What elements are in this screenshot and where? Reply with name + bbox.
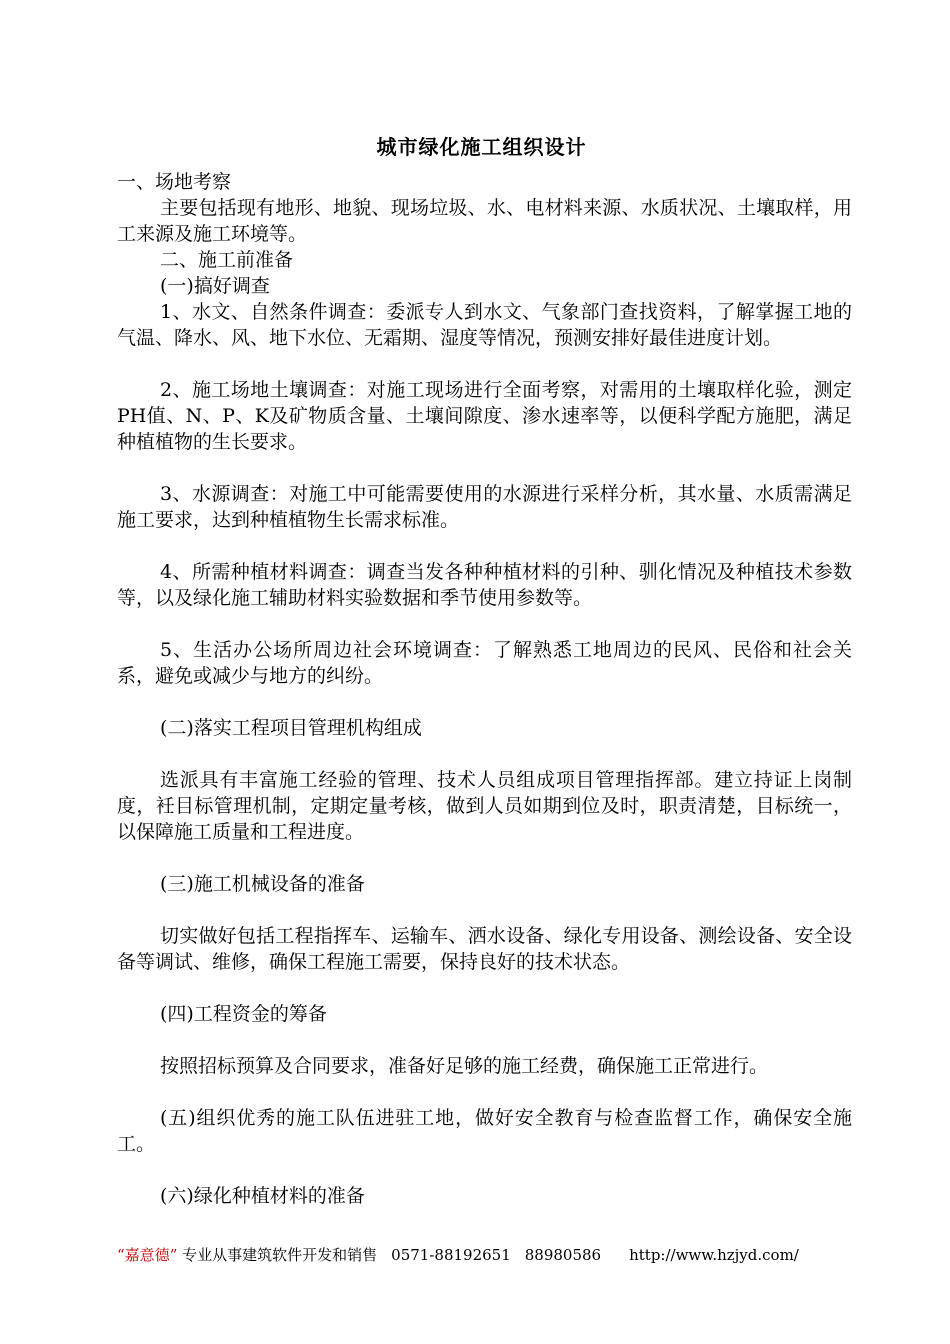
footer-quote-open: “ <box>117 1246 125 1264</box>
footer-slogan: 专业从事建筑软件开发和销售 <box>182 1246 378 1264</box>
footer-brand: 嘉意德 <box>124 1246 170 1264</box>
paragraph: 4、所需种植材料调查：调查当发各种种植材料的引种、驯化情况及种植技术参数等，以及绿化施工辅助材料实验数据和季节使用参数等。 <box>117 561 852 609</box>
paragraph: 3、水源调查：对施工中可能需要使用的水源进行采样分析，其水量、水质需满足施工要求，达到种植植物生长需求标准。 <box>117 483 852 531</box>
paragraph: 1、水文、自然条件调查：委派专人到水文、气象部门查找资料，了解掌握工地的气温、降水、风、地下水位、无霜期、湿度等情况，预测安排好最佳进度计划。 <box>117 301 852 349</box>
paragraph: 2、施工场地土壤调查：对施工现场进行全面考察，对需用的土壤取样化验，测定PH值、N、P、K及矿物质含量、土壤间隙度、渗水速率等，以便科学配方施肥，满足种植植物的生长要求。 <box>117 379 852 453</box>
paragraph: 按照招标预算及合同要求，准备好足够的施工经费，确保施工正常进行。 <box>160 1055 769 1077</box>
subsection-heading: (四)工程资金的筹备 <box>160 1003 327 1025</box>
subsection-heading: (二)落实工程项目管理机构组成 <box>160 717 422 739</box>
paragraph: 5、生活办公场所周边社会环境调查：了解熟悉工地周边的民风、民俗和社会关系，避免或减少与地方的纠纷。 <box>117 639 852 687</box>
paragraph: 主要包括现有地形、地貌、现场垃圾、水、电材料来源、水质状况、土壤取样，用工来源及施工环境等。 <box>117 197 852 245</box>
subsection-heading: (三)施工机械设备的准备 <box>160 873 365 895</box>
page-footer <box>117 1245 799 1265</box>
footer-phone-1: 0571-88192651 <box>391 1246 511 1264</box>
paragraph: (五)组织优秀的施工队伍进驻工地，做好安全教育与检查监督工作，确保安全施工。 <box>117 1107 852 1155</box>
paragraph: 切实做好包括工程指挥车、运输车、洒水设备、绿化专用设备、测绘设备、安全设备等调试、维修，确保工程施工需要，保持良好的技术状态。 <box>117 925 852 973</box>
document-body <box>117 169 852 1209</box>
section-heading: 二、施工前准备 <box>160 249 294 271</box>
paragraph: 选派具有丰富施工经验的管理、技术人员组成项目管理指挥部。建立持证上岗制度，衽目标管理机制，定期定量考核，做到人员如期到位及时，职责清楚，目标统一，以保障施工质量和工程进度。 <box>117 769 852 843</box>
document-title: 城市绿化施工组织设计 <box>376 135 587 159</box>
footer-quote-close: ” <box>169 1246 178 1264</box>
footer-phone-2: 88980586 <box>524 1246 602 1264</box>
subsection-heading: (一)搞好调查 <box>160 275 270 297</box>
section-heading: 一、场地考察 <box>117 171 232 193</box>
subsection-heading: (六)绿化种植材料的准备 <box>160 1185 365 1207</box>
footer-url-link[interactable]: http://www.hzjyd.com/ <box>629 1246 799 1264</box>
